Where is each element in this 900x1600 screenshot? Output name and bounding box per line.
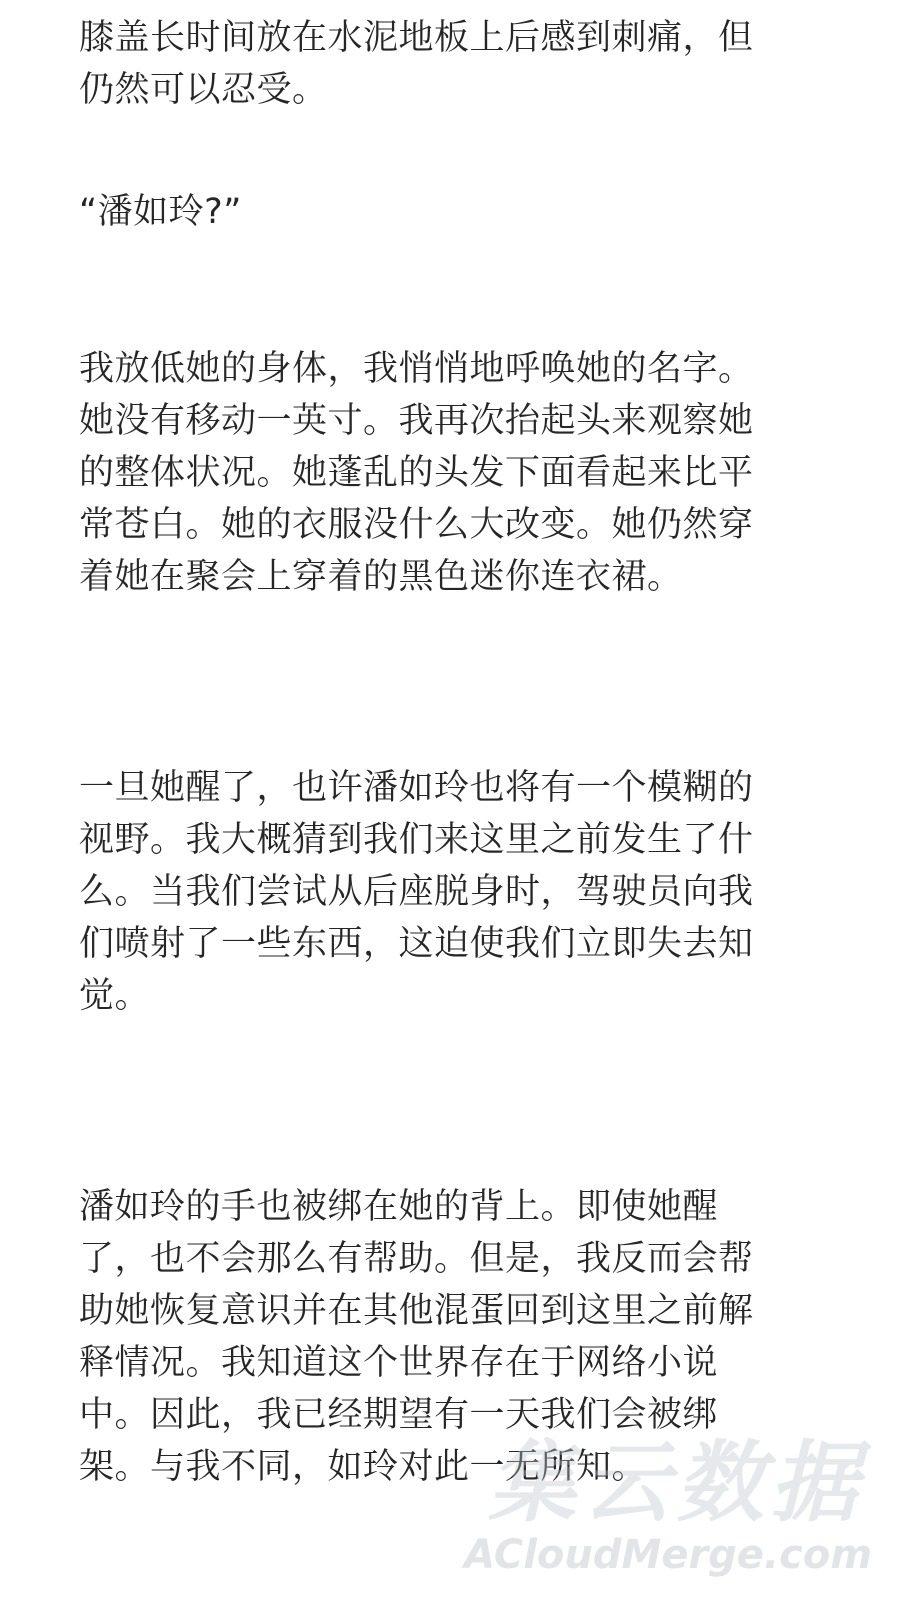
text-line: 了，也不会那么有帮助。但是，我反而会帮 [79,1239,754,1279]
paragraph-2-dialogue [79,186,799,238]
text-line: 们喷射了一些东西，这迫使我们立即失去知 [79,924,754,964]
watermark-logo-text: 集云数据 [487,1431,864,1534]
text-line: 么。当我们尝试从后座脱身时，驾驶员向我 [79,872,754,912]
watermark [464,1428,872,1578]
text-line: 视野。我大概猜到我们来这里之前发生了什 [79,820,754,860]
paragraph-4 [79,762,799,1022]
text-line: 架。与我不同，如玲对此一无所知。 [79,1447,648,1487]
text-line: 她没有移动一英寸。我再次抬起头来观察她 [79,401,754,441]
text-line: 的整体状况。她蓬乱的头发下面看起来比平 [79,453,754,493]
text-line: 着她在聚会上穿着的黑色迷你连衣裙。 [79,557,683,597]
paragraph-1 [79,12,799,116]
text-line: 常苍白。她的衣服没什么大改变。她仍然穿 [79,505,754,545]
text-line: 膝盖长时间放在水泥地板上后感到刺痛，但 [79,18,754,58]
text-line: 潘如玲的手也被绑在她的背上。即使她醒 [79,1187,719,1227]
text-line: “潘如玲?” [79,192,242,232]
text-line: 仍然可以忍受。 [79,70,328,110]
text-line: 我放低她的身体，我悄悄地呼唤她的名字。 [79,349,754,389]
text-line: 释情况。我知道这个世界存在于网络小说 [79,1343,719,1383]
text-line: 中。因此，我已经期望有一天我们会被绑 [79,1395,719,1435]
paragraph-3 [79,343,799,603]
text-line: 助她恢复意识并在其他混蛋回到这里之前解 [79,1291,754,1331]
text-line: 一旦她醒了，也许潘如玲也将有一个模糊的 [79,768,754,808]
text-line: 觉。 [79,976,151,1016]
watermark-url: ACloudMerge.com [464,1532,872,1578]
